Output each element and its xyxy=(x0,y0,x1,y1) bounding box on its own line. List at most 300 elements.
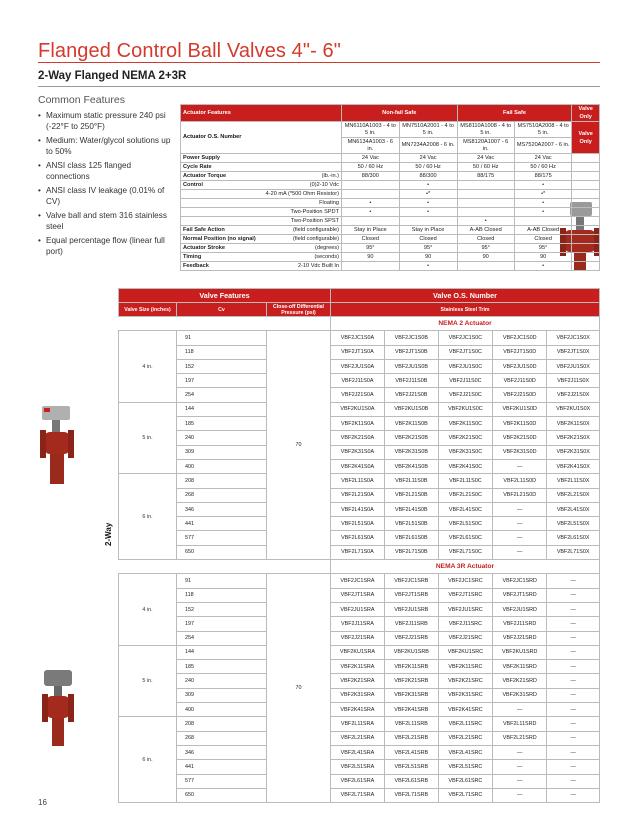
os-number-cell: VBF2KU1S0D xyxy=(493,402,547,416)
os-number-cell: VBF2L61S0X xyxy=(547,531,600,545)
cv-cell: 144 xyxy=(177,645,267,659)
act-value-cell: 95° xyxy=(514,244,572,253)
os-number-cell: — xyxy=(493,745,547,759)
os-number-cell: VBF2K11S0A xyxy=(331,417,385,431)
actuator-table xyxy=(180,104,600,271)
act-row-label xyxy=(181,262,342,271)
os-number-cell: VBF2K21S0A xyxy=(331,431,385,445)
valve-header-osnumber: Valve O.S. Number xyxy=(331,289,600,303)
os-number-cell: VBF2L11SRA xyxy=(331,717,385,731)
act-feature-unit: (lb.-in.) xyxy=(321,173,339,179)
os-number-cell: VBF2L71SRA xyxy=(331,788,385,802)
os-number-cell: VBF2JT1SRB xyxy=(384,588,438,602)
os-number-cell: — xyxy=(547,760,600,774)
os-number-cell: VBF2KU1S0X xyxy=(547,402,600,416)
cv-cell: 208 xyxy=(177,474,267,488)
feature-item: • Medium: Water/glycol solutions up to 50% xyxy=(38,135,173,157)
os-number-cell: VBF2JC1S0X xyxy=(547,331,600,345)
page-title: Flanged Control Ball Valves 4"- 6" xyxy=(38,40,341,62)
os-number-cell: VBF2L21S0A xyxy=(331,488,385,502)
valve-size-cell: 4 in. xyxy=(119,331,177,402)
os-number-cell: VBF2J21SRD xyxy=(493,631,547,645)
os-number-cell: VBF2J11SRD xyxy=(493,617,547,631)
cv-cell: 400 xyxy=(177,459,267,473)
os-number-cell: VBF2L11SRB xyxy=(384,717,438,731)
table-row xyxy=(119,374,600,388)
os-number-cell: VBF2K21S0X xyxy=(547,431,600,445)
os-number-cell: VBF2L41S0B xyxy=(384,502,438,516)
os-number-cell: — xyxy=(547,588,600,602)
table-row xyxy=(119,474,600,488)
act-os-cell: MS7510A2008 - 4 to 5 in. xyxy=(514,122,572,138)
act-value-cell xyxy=(342,190,400,199)
act-header-failsafe: Fail Safe xyxy=(457,105,572,122)
os-number-cell: VBF2J11S0X xyxy=(547,374,600,388)
os-number-cell: VBF2JT1S0D xyxy=(493,345,547,359)
act-value-cell: 50 / 60 Hz xyxy=(342,163,400,172)
os-number-cell: — xyxy=(547,703,600,717)
os-number-cell: VBF2L51S0B xyxy=(384,517,438,531)
act-value-cell: • xyxy=(514,208,572,217)
act-value-cell: 90 xyxy=(457,253,514,262)
act-valveonly-cell xyxy=(572,244,600,253)
valve-col-closeoff: Close-off Differential Pressure (psi) xyxy=(267,303,331,317)
cv-cell: 185 xyxy=(177,660,267,674)
act-header-nonfail: Non-fail Safe xyxy=(342,105,458,122)
os-number-cell: — xyxy=(493,774,547,788)
os-number-cell: VBF2L21SRA xyxy=(331,731,385,745)
table-row xyxy=(119,331,600,345)
cv-cell: 152 xyxy=(177,359,267,373)
act-value-cell xyxy=(342,262,400,271)
valve-actuator-image xyxy=(38,404,76,488)
table-row xyxy=(119,588,600,602)
two-way-side-label: 2-Way xyxy=(104,522,113,546)
cv-cell: 650 xyxy=(177,545,267,559)
act-value-cell: • xyxy=(514,181,572,190)
act-value-cell xyxy=(457,262,514,271)
act-os-cell: MS8110A1008 - 4 to 5 in. xyxy=(457,122,514,138)
cv-cell: 144 xyxy=(177,402,267,416)
os-number-cell: VBF2L41S0X xyxy=(547,502,600,516)
act-value-cell: Stay in Place xyxy=(399,226,457,235)
os-number-cell: VBF2KU1SRD xyxy=(493,645,547,659)
act-feature-unit: Floating xyxy=(319,200,339,206)
act-value-cell xyxy=(342,181,400,190)
section-subtitle: 2-Way Flanged NEMA 2+3R xyxy=(38,70,187,82)
act-value-cell: 24 Vac xyxy=(514,154,572,163)
os-number-cell: VBF2KU1S0A xyxy=(331,402,385,416)
cv-cell: 346 xyxy=(177,502,267,516)
feature-item: • Equal percentage flow (linear full port) xyxy=(38,235,173,257)
section-spacer xyxy=(119,560,331,574)
cv-cell: 118 xyxy=(177,345,267,359)
os-number-cell: VBF2KU1S0C xyxy=(438,402,492,416)
act-value-cell: • xyxy=(342,208,400,217)
os-number-cell: VBF2L21S0X xyxy=(547,488,600,502)
os-number-cell: — xyxy=(547,574,600,588)
act-row-label xyxy=(181,226,342,235)
os-number-cell: VBF2JU1SRA xyxy=(331,602,385,616)
cv-cell: 577 xyxy=(177,531,267,545)
act-valveonly-cell xyxy=(572,262,600,271)
act-os-label: Actuator O.S. Number xyxy=(181,122,342,154)
os-number-cell: VBF2K31S0X xyxy=(547,445,600,459)
features-list xyxy=(38,110,173,257)
os-number-cell: — xyxy=(547,660,600,674)
table-row xyxy=(119,531,600,545)
act-value-cell: 50 / 60 Hz xyxy=(514,163,572,172)
os-number-cell: — xyxy=(493,703,547,717)
os-number-cell: VBF2K41SRC xyxy=(438,703,492,717)
os-number-cell: — xyxy=(493,760,547,774)
table-row xyxy=(119,431,600,445)
os-number-cell: VBF2L61S0A xyxy=(331,531,385,545)
cv-cell: 441 xyxy=(177,517,267,531)
cv-cell: 577 xyxy=(177,774,267,788)
os-number-cell: VBF2L71S0A xyxy=(331,545,385,559)
os-number-cell: VBF2L21SRC xyxy=(438,731,492,745)
act-value-cell: • xyxy=(514,199,572,208)
table-row xyxy=(119,359,600,373)
os-number-cell: VBF2K31SRA xyxy=(331,688,385,702)
feature-item: • ANSI class IV leakage (0.01% of CV) xyxy=(38,185,173,207)
os-number-cell: — xyxy=(547,645,600,659)
os-number-cell: VBF2J11S0C xyxy=(438,374,492,388)
act-value-cell: Closed xyxy=(457,235,514,244)
os-number-cell: VBF2JT1S0X xyxy=(547,345,600,359)
os-number-cell: VBF2L51S0A xyxy=(331,517,385,531)
os-number-cell: VBF2L71S0B xyxy=(384,545,438,559)
os-number-cell: — xyxy=(547,688,600,702)
section-label: NEMA 3R Actuator xyxy=(331,560,600,574)
os-number-cell: VBF2K31S0C xyxy=(438,445,492,459)
os-number-cell: VBF2K11S0X xyxy=(547,417,600,431)
act-value-cell: •* xyxy=(514,190,572,199)
act-valveonly-cell xyxy=(572,217,600,226)
os-number-cell: VBF2JC1S0D xyxy=(493,331,547,345)
os-number-cell: VBF2K41SRB xyxy=(384,703,438,717)
os-number-cell: VBF2J11SRA xyxy=(331,617,385,631)
section-label: NEMA 2 Actuator xyxy=(331,317,600,331)
cv-cell: 152 xyxy=(177,602,267,616)
act-os-cell: MS8120A1007 - 6 in. xyxy=(457,138,514,154)
table-row xyxy=(119,774,600,788)
act-value-cell: • xyxy=(399,262,457,271)
table-row xyxy=(119,703,600,717)
act-valveonly-cell xyxy=(572,163,600,172)
table-row xyxy=(119,602,600,616)
os-number-cell: — xyxy=(547,788,600,802)
table-row xyxy=(119,388,600,402)
os-number-cell: VBF2L11S0B xyxy=(384,474,438,488)
os-number-cell: VBF2J11S0D xyxy=(493,374,547,388)
os-number-cell: VBF2JC1SRA xyxy=(331,574,385,588)
os-number-cell: — xyxy=(493,545,547,559)
table-row xyxy=(119,574,600,588)
act-row-label xyxy=(181,181,342,190)
valve-col-steel: Stainless Steel Trim xyxy=(331,303,600,317)
act-feature-name: Feedback xyxy=(183,263,209,269)
act-value-cell: 50 / 60 Hz xyxy=(399,163,457,172)
os-number-cell: VBF2K11SRC xyxy=(438,660,492,674)
table-row xyxy=(119,731,600,745)
table-row xyxy=(119,545,600,559)
act-row-label xyxy=(181,235,342,244)
act-valveonly-cell xyxy=(572,235,600,244)
os-number-cell: VBF2JT1S0A xyxy=(331,345,385,359)
os-number-cell: VBF2K31SRB xyxy=(384,688,438,702)
os-number-cell: VBF2JU1S0X xyxy=(547,359,600,373)
cv-cell: 118 xyxy=(177,588,267,602)
os-number-cell: VBF2JU1S0C xyxy=(438,359,492,373)
os-number-cell: VBF2K41S0A xyxy=(331,459,385,473)
os-number-cell: VBF2L21SRB xyxy=(384,731,438,745)
os-number-cell: VBF2L11S0X xyxy=(547,474,600,488)
os-number-cell: VBF2L21SRD xyxy=(493,731,547,745)
act-header-features: Actuator Features xyxy=(181,105,342,122)
table-row xyxy=(119,502,600,516)
table-row xyxy=(119,345,600,359)
table-row xyxy=(119,517,600,531)
closeoff-cell: 70 xyxy=(267,574,331,803)
os-number-cell: VBF2L11S0A xyxy=(331,474,385,488)
os-number-cell: — xyxy=(493,788,547,802)
act-os-cell: MN7234A2008 - 6 in. xyxy=(399,138,457,154)
os-number-cell: VBF2L51SRA xyxy=(331,760,385,774)
section-spacer xyxy=(119,317,331,331)
os-number-cell: VBF2K21SRB xyxy=(384,674,438,688)
os-number-cell: VBF2J21SRA xyxy=(331,631,385,645)
act-value-cell: 95° xyxy=(457,244,514,253)
os-number-cell: VBF2J21S0B xyxy=(384,388,438,402)
os-number-cell: VBF2K21S0D xyxy=(493,431,547,445)
os-number-cell: VBF2K11S0C xyxy=(438,417,492,431)
table-row xyxy=(119,688,600,702)
os-number-cell: — xyxy=(547,774,600,788)
act-header-valveonly: Valve Only xyxy=(572,105,600,122)
os-number-cell: VBF2L11SRC xyxy=(438,717,492,731)
act-feature-unit: (field configurable) xyxy=(292,236,339,242)
os-number-cell: — xyxy=(493,459,547,473)
cv-cell: 208 xyxy=(177,717,267,731)
act-row-label xyxy=(181,217,342,226)
valve-col-size: Valve Size (inches) xyxy=(119,303,177,317)
os-number-cell: VBF2L11S0D xyxy=(493,474,547,488)
act-feature-name: Timing xyxy=(183,254,202,260)
act-value-cell: 90 xyxy=(399,253,457,262)
act-feature-name: Fail Safe Action xyxy=(183,227,225,233)
os-number-cell: VBF2K11S0B xyxy=(384,417,438,431)
act-feature-unit: Two-Position SPST xyxy=(290,218,339,224)
os-number-cell: VBF2J21SRC xyxy=(438,631,492,645)
os-number-cell: VBF2K41SRA xyxy=(331,703,385,717)
cv-cell: 91 xyxy=(177,331,267,345)
table-row xyxy=(119,488,600,502)
table-row xyxy=(119,617,600,631)
act-feature-unit: (field configurable) xyxy=(292,227,339,233)
act-feature-unit: (degrees) xyxy=(315,245,339,251)
os-number-cell: VBF2K31S0A xyxy=(331,445,385,459)
act-value-cell: • xyxy=(514,262,572,271)
table-row xyxy=(119,717,600,731)
act-row-label xyxy=(181,190,342,199)
table-row xyxy=(119,645,600,659)
act-value-cell: • xyxy=(399,199,457,208)
cv-cell: 197 xyxy=(177,374,267,388)
os-number-cell: VBF2JC1S0C xyxy=(438,331,492,345)
os-number-cell: VBF2K11S0D xyxy=(493,417,547,431)
os-number-cell: VBF2K31S0D xyxy=(493,445,547,459)
act-os-cell: MN7510A2001 - 4 to 5 in. xyxy=(399,122,457,138)
os-number-cell: VBF2J21SRB xyxy=(384,631,438,645)
act-valve-only: Valve Only xyxy=(572,122,600,154)
cv-cell: 309 xyxy=(177,445,267,459)
cv-cell: 346 xyxy=(177,745,267,759)
os-number-cell: VBF2K41S0X xyxy=(547,459,600,473)
cv-cell: 197 xyxy=(177,617,267,631)
feature-item: • ANSI class 125 flanged connections xyxy=(38,160,173,182)
os-number-cell: VBF2J11SRB xyxy=(384,617,438,631)
os-number-cell: VBF2L61SRC xyxy=(438,774,492,788)
os-number-cell: VBF2JT1SRA xyxy=(331,588,385,602)
act-row-label xyxy=(181,208,342,217)
os-number-cell: VBF2JC1S0A xyxy=(331,331,385,345)
act-feature-unit: (0)2-10 Vdc xyxy=(309,182,339,188)
os-number-cell: VBF2K21S0B xyxy=(384,431,438,445)
os-number-cell: — xyxy=(493,531,547,545)
act-value-cell: 95° xyxy=(399,244,457,253)
act-valveonly-cell xyxy=(572,172,600,181)
os-number-cell: VBF2JT1SRC xyxy=(438,588,492,602)
cv-cell: 650 xyxy=(177,788,267,802)
act-os-cell: MS7520A2007 - 6 in. xyxy=(514,138,572,154)
os-number-cell: — xyxy=(493,502,547,516)
table-row xyxy=(119,459,600,473)
act-value-cell: Closed xyxy=(399,235,457,244)
os-number-cell: VBF2JC1SRD xyxy=(493,574,547,588)
os-number-cell: VBF2L21S0D xyxy=(493,488,547,502)
os-number-cell: VBF2L21S0B xyxy=(384,488,438,502)
os-number-cell: VBF2K31SRD xyxy=(493,688,547,702)
act-value-cell: 90 xyxy=(514,253,572,262)
act-value-cell: Closed xyxy=(342,235,400,244)
act-feature-name: Power Supply xyxy=(183,155,220,161)
subtitle-divider xyxy=(38,86,600,87)
os-number-cell: — xyxy=(547,631,600,645)
act-value-cell: • xyxy=(399,181,457,190)
act-valveonly-cell xyxy=(572,253,600,262)
os-number-cell: VBF2K31S0B xyxy=(384,445,438,459)
cv-cell: 268 xyxy=(177,731,267,745)
act-feature-name: Cycle Rate xyxy=(183,164,212,170)
table-row xyxy=(119,417,600,431)
act-value-cell: A-AB Closed xyxy=(514,226,572,235)
os-number-cell: VBF2J11S0B xyxy=(384,374,438,388)
act-value-cell xyxy=(457,190,514,199)
os-number-cell: VBF2KU1SRA xyxy=(331,645,385,659)
os-number-cell: VBF2JU1SRD xyxy=(493,602,547,616)
table-row xyxy=(119,745,600,759)
act-feature-name: Control xyxy=(183,182,203,188)
cv-cell: 254 xyxy=(177,388,267,402)
act-row-label xyxy=(181,199,342,208)
os-number-cell: — xyxy=(547,745,600,759)
act-row-label xyxy=(181,244,342,253)
act-row-label xyxy=(181,253,342,262)
feature-item: • Valve ball and stem 316 stainless steel xyxy=(38,210,173,232)
os-number-cell: VBF2L61S0B xyxy=(384,531,438,545)
os-number-cell: VBF2K31SRC xyxy=(438,688,492,702)
table-row xyxy=(119,788,600,802)
os-number-cell: VBF2L61SRB xyxy=(384,774,438,788)
page-number: 16 xyxy=(38,798,47,807)
os-number-cell: VBF2JU1SRC xyxy=(438,602,492,616)
os-number-cell: VBF2K21S0C xyxy=(438,431,492,445)
act-value-cell: • xyxy=(457,217,514,226)
table-row xyxy=(119,402,600,416)
os-number-cell: VBF2J21S0A xyxy=(331,388,385,402)
os-number-cell: VBF2JC1SRC xyxy=(438,574,492,588)
os-number-cell: VBF2L71SRC xyxy=(438,788,492,802)
act-value-cell: Closed xyxy=(514,235,572,244)
cv-cell: 254 xyxy=(177,631,267,645)
os-number-cell: — xyxy=(547,617,600,631)
os-number-cell: VBF2L71S0C xyxy=(438,545,492,559)
cv-cell: 309 xyxy=(177,688,267,702)
os-number-cell: VBF2KU1SRC xyxy=(438,645,492,659)
feature-item: • Maximum static pressure 240 psi (-22°F to 250°F) xyxy=(38,110,173,132)
act-os-cell: MN6110A1003 - 4 to 5 in. xyxy=(342,122,400,138)
act-value-cell: 88/175 xyxy=(457,172,514,181)
cv-cell: 268 xyxy=(177,488,267,502)
os-number-cell: VBF2K11SRA xyxy=(331,660,385,674)
title-divider xyxy=(38,62,600,63)
os-number-cell: VBF2JT1SRD xyxy=(493,588,547,602)
os-number-cell: — xyxy=(547,717,600,731)
os-number-cell: VBF2JU1S0B xyxy=(384,359,438,373)
os-number-cell: VBF2K41S0B xyxy=(384,459,438,473)
act-valveonly-cell xyxy=(572,190,600,199)
os-number-cell: VBF2L41SRA xyxy=(331,745,385,759)
os-number-cell: VBF2K11SRB xyxy=(384,660,438,674)
os-number-cell: VBF2J11S0A xyxy=(331,374,385,388)
features-heading: Common Features xyxy=(38,94,125,106)
act-value-cell: 88/300 xyxy=(342,172,400,181)
os-number-cell: — xyxy=(547,674,600,688)
os-number-cell: VBF2L51S0C xyxy=(438,517,492,531)
os-number-cell: — xyxy=(493,517,547,531)
os-number-cell: VBF2JC1SRB xyxy=(384,574,438,588)
act-feature-name: Normal Position (no signal) xyxy=(183,236,256,242)
act-value-cell: 50 / 60 Hz xyxy=(457,163,514,172)
valve-actuator-image xyxy=(40,668,76,750)
act-feature-unit: 2-10 Vdc Built In xyxy=(297,263,339,269)
act-value-cell: • xyxy=(399,208,457,217)
act-valveonly-cell xyxy=(572,154,600,163)
os-number-cell: VBF2JU1S0D xyxy=(493,359,547,373)
act-valveonly-cell xyxy=(572,199,600,208)
cv-cell: 400 xyxy=(177,703,267,717)
common-features xyxy=(38,94,173,260)
os-number-cell: VBF2L11S0C xyxy=(438,474,492,488)
act-row-label xyxy=(181,163,342,172)
os-number-cell: VBF2J21S0X xyxy=(547,388,600,402)
os-number-cell: VBF2KU1SRB xyxy=(384,645,438,659)
valve-size-cell: 5 in. xyxy=(119,645,177,716)
valve-size-cell: 4 in. xyxy=(119,574,177,645)
os-number-cell: VBF2L41SRB xyxy=(384,745,438,759)
